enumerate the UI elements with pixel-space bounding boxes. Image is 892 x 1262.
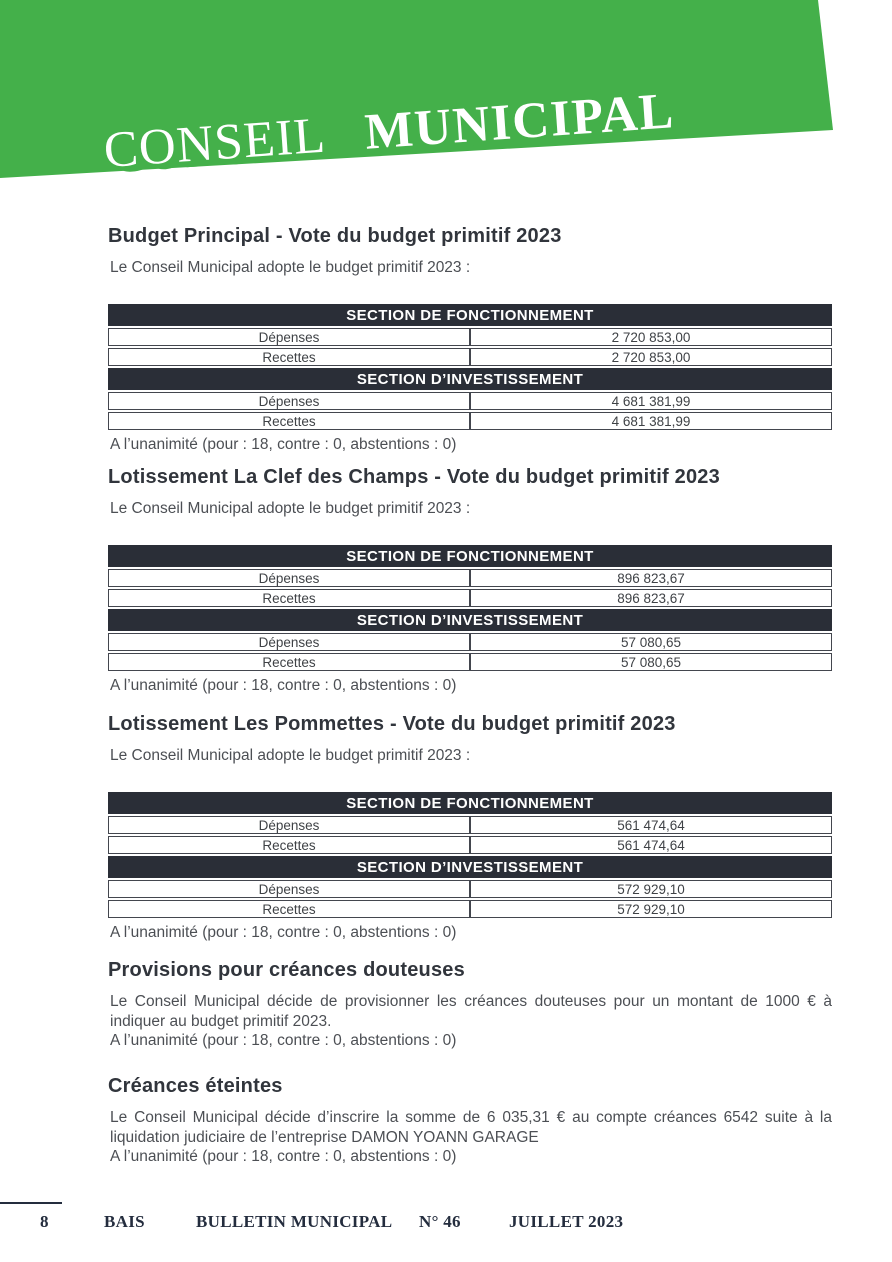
footer-rule bbox=[0, 1202, 62, 1204]
footer-issue-number: N° 46 bbox=[419, 1212, 461, 1231]
table-row bbox=[108, 633, 832, 651]
section-paragraph: Le Conseil Municipal décide d’inscrire la somme de 6 035,31 € au compte créances 6542 suite à la liquidation judiciaire de l’entreprise DAMON YOANN GARAGE bbox=[110, 1109, 832, 1146]
table-row bbox=[108, 653, 832, 671]
table-row bbox=[108, 304, 832, 326]
row-label: Recettes bbox=[108, 900, 470, 918]
section-4 bbox=[108, 1074, 832, 1166]
budget-table bbox=[108, 543, 832, 673]
row-value: 896 823,67 bbox=[470, 589, 832, 607]
content-column bbox=[108, 0, 832, 1166]
table-section-header: SECTION DE FONCTIONNEMENT bbox=[108, 545, 832, 567]
section-2 bbox=[108, 712, 832, 942]
section-heading: Budget Principal - Vote du budget primitif 2023 bbox=[108, 225, 562, 247]
row-value: 572 929,10 bbox=[470, 880, 832, 898]
footer-commune: BAIS bbox=[104, 1212, 145, 1231]
vote-result: A l’unanimité (pour : 18, contre : 0, abstentions : 0) bbox=[110, 677, 457, 694]
row-label: Recettes bbox=[108, 412, 470, 430]
section-heading: Lotissement Les Pommettes - Vote du budget primitif 2023 bbox=[108, 713, 676, 735]
vote-result: A l’unanimité (pour : 18, contre : 0, abstentions : 0) bbox=[110, 924, 457, 941]
row-label: Dépenses bbox=[108, 328, 470, 346]
table-row bbox=[108, 792, 832, 814]
row-label: Dépenses bbox=[108, 816, 470, 834]
section-0 bbox=[108, 224, 832, 454]
row-label: Recettes bbox=[108, 589, 470, 607]
table-row bbox=[108, 900, 832, 918]
table-row bbox=[108, 412, 832, 430]
row-value: 4 681 381,99 bbox=[470, 392, 832, 410]
section-intro: Le Conseil Municipal adopte le budget primitif 2023 : bbox=[110, 259, 471, 276]
table-row bbox=[108, 836, 832, 854]
table-row bbox=[108, 328, 832, 346]
page-title-bold: MUNICIPAL bbox=[363, 83, 677, 161]
table-row bbox=[108, 880, 832, 898]
row-value: 57 080,65 bbox=[470, 653, 832, 671]
budget-table bbox=[108, 790, 832, 920]
table-row bbox=[108, 348, 832, 366]
section-3 bbox=[108, 958, 832, 1050]
row-value: 57 080,65 bbox=[470, 633, 832, 651]
row-label: Dépenses bbox=[108, 633, 470, 651]
footer bbox=[0, 1212, 892, 1234]
row-value: 2 720 853,00 bbox=[470, 328, 832, 346]
row-label: Dépenses bbox=[108, 569, 470, 587]
section-heading: Lotissement La Clef des Champs - Vote du budget primitif 2023 bbox=[108, 466, 720, 488]
table-row bbox=[108, 368, 832, 390]
table-row bbox=[108, 816, 832, 834]
table-section-header: SECTION DE FONCTIONNEMENT bbox=[108, 304, 832, 326]
vote-result: A l’unanimité (pour : 18, contre : 0, abstentions : 0) bbox=[110, 1148, 457, 1165]
row-label: Recettes bbox=[108, 653, 470, 671]
table-row bbox=[108, 589, 832, 607]
row-value: 572 929,10 bbox=[470, 900, 832, 918]
table-row bbox=[108, 545, 832, 567]
table-section-header: SECTION D’INVESTISSEMENT bbox=[108, 856, 832, 878]
footer-date: JUILLET 2023 bbox=[509, 1212, 624, 1231]
vote-result: A l’unanimité (pour : 18, contre : 0, abstentions : 0) bbox=[110, 1032, 457, 1049]
table-row bbox=[108, 569, 832, 587]
row-label: Recettes bbox=[108, 348, 470, 366]
vote-result: A l’unanimité (pour : 18, contre : 0, abstentions : 0) bbox=[110, 436, 457, 453]
footer-bulletin-title: BULLETIN MUNICIPAL bbox=[196, 1212, 393, 1231]
table-row bbox=[108, 856, 832, 878]
row-label: Dépenses bbox=[108, 880, 470, 898]
page-number: 8 bbox=[40, 1212, 49, 1231]
row-value: 561 474,64 bbox=[470, 816, 832, 834]
page-title-regular: CONSEIL bbox=[102, 107, 326, 179]
table-section-header: SECTION D’INVESTISSEMENT bbox=[108, 609, 832, 631]
row-value: 896 823,67 bbox=[470, 569, 832, 587]
table-row bbox=[108, 609, 832, 631]
table-section-header: SECTION DE FONCTIONNEMENT bbox=[108, 792, 832, 814]
section-1 bbox=[108, 465, 832, 695]
section-intro: Le Conseil Municipal adopte le budget primitif 2023 : bbox=[110, 747, 471, 764]
budget-table bbox=[108, 302, 832, 432]
row-value: 2 720 853,00 bbox=[470, 348, 832, 366]
section-paragraph: Le Conseil Municipal décide de provisionner les créances douteuses pour un montant de 1000 € à indiquer au budget primitif 2023. bbox=[110, 993, 832, 1030]
section-intro: Le Conseil Municipal adopte le budget primitif 2023 : bbox=[110, 500, 471, 517]
row-label: Dépenses bbox=[108, 392, 470, 410]
section-heading: Créances éteintes bbox=[108, 1075, 283, 1097]
row-label: Recettes bbox=[108, 836, 470, 854]
table-row bbox=[108, 392, 832, 410]
section-heading: Provisions pour créances douteuses bbox=[108, 959, 465, 981]
row-value: 4 681 381,99 bbox=[470, 412, 832, 430]
table-section-header: SECTION D’INVESTISSEMENT bbox=[108, 368, 832, 390]
row-value: 561 474,64 bbox=[470, 836, 832, 854]
